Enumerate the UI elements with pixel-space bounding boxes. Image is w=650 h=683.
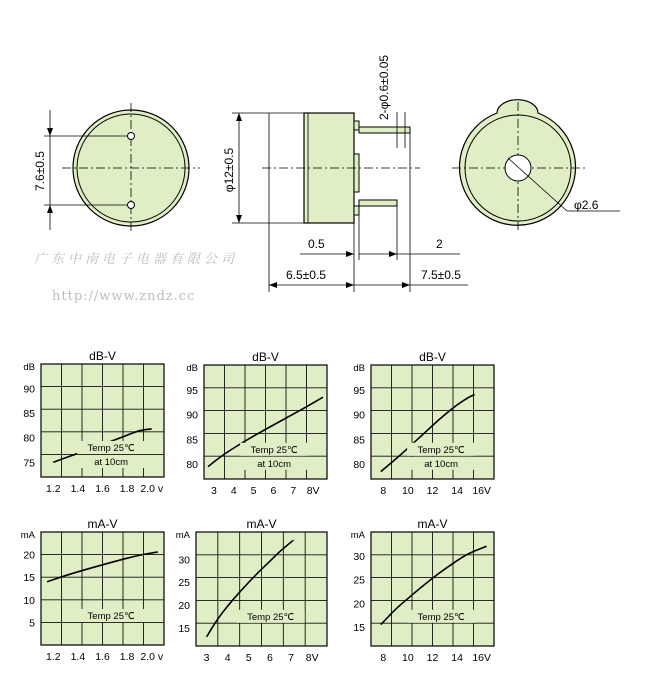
annotation-label: Temp 25℃ [247,611,295,623]
y-tick-label: 80 [23,432,35,445]
x-tick-label: 5 [245,652,252,664]
chart-title: dB-V [419,350,446,364]
x-tick-label: 12 [426,485,439,497]
x-tick-label: 1.2 [45,483,61,495]
x-tick-label: 1.8 [119,651,135,663]
dim-arrow-tab [389,251,397,257]
annotation-label: at 10cm [424,458,459,470]
side-window [354,154,359,192]
annotation-label: Temp 25℃ [250,444,298,456]
x-tick-label: 2.0 v [140,483,164,495]
y-tick-label: 25 [353,574,365,587]
x-tick-label: 14 [451,485,463,497]
dim-arrow-bottom [47,205,53,213]
annotation-label: Temp 25℃ [87,611,135,623]
x-tick-label: 6 [270,485,277,497]
y-tick-label: 80 [186,459,198,472]
dim-arrow-dbottom [236,215,242,223]
dim-pin-diameter: 2-φ0.6±0.05 [377,54,391,120]
y-unit-label: mA [350,530,365,541]
dim-arrow-bl2 [346,282,354,288]
x-tick-label: 8V [306,485,320,497]
chart-1 [23,349,164,495]
y-tick-label: 95 [186,384,198,397]
y-tick-label: 30 [178,554,190,567]
x-tick-label: 1.4 [70,483,86,495]
y-tick-label: 15 [23,572,35,585]
side-flange-bottom [354,206,359,215]
dim-hole-diameter: φ2.6 [574,198,599,212]
y-tick-label: 85 [353,434,365,447]
x-tick-label: 8 [380,652,387,664]
performance-charts [21,349,494,664]
dim-pin-tab: 2 [436,237,443,251]
y-tick-label: 75 [23,457,35,470]
y-tick-label: 20 [178,599,190,612]
x-tick-label: 1.6 [95,651,110,663]
x-tick-label: 8V [305,652,319,664]
side-pin-bottom [359,200,397,206]
front-pin-top [128,133,135,140]
chart-3 [353,350,494,497]
chart-5 [176,517,327,664]
x-tick-label: 1.8 [119,483,135,495]
y-tick-label: 15 [178,622,190,635]
y-tick-label: 90 [23,383,35,396]
y-unit-label: mA [20,530,35,541]
dim-arrow-offset [346,251,354,257]
x-tick-label: 10 [402,652,414,664]
y-tick-label: 90 [186,409,198,422]
chart-4 [21,517,164,663]
dim-pin-length: 7.5±0.5 [421,268,461,282]
y-unit-label: mA [175,530,190,541]
chart-title: dB-V [89,349,116,363]
chart-title: mA-V [417,517,448,531]
x-tick-label: 3 [203,652,210,664]
chart-6 [351,517,494,664]
back-view [452,100,620,232]
y-unit-label: dB [23,362,35,373]
x-tick-label: 16V [472,652,492,664]
y-tick-label: 30 [353,550,365,563]
front-view [33,103,200,232]
dim-body-diameter: φ12±0.5 [222,147,236,193]
chart-title: mA-V [87,517,118,531]
side-pin-top [359,127,410,133]
x-tick-label: 14 [451,652,463,664]
front-pin-bottom [128,202,135,209]
side-body [304,113,354,223]
y-tick-label: 25 [178,577,190,590]
x-tick-label: 4 [230,485,237,497]
x-tick-label: 1.4 [70,651,86,663]
dim-pin-spacing: 7.6±0.5 [33,151,47,191]
side-view [222,55,468,292]
chart-title: mA-V [246,517,277,531]
dim-arrow-top [47,128,53,136]
annotation-label: Temp 25℃ [417,444,465,456]
y-tick-label: 85 [186,434,198,447]
y-tick-label: 85 [23,408,35,421]
dim-arrow-bl1 [269,282,277,288]
x-tick-label: 2.0 v [140,651,164,663]
chart-title: dB-V [252,350,279,364]
chart-2 [186,350,327,497]
dim-body-length: 6.5±0.5 [286,268,326,282]
annotation-label: at 10cm [94,457,129,469]
watermark-url: http://www.zndz.cc [52,289,196,304]
y-unit-label: dB [186,363,198,374]
x-tick-label: 12 [426,652,439,664]
annotation-label: Temp 25℃ [417,611,465,623]
dim-arrow-dtop [236,113,242,121]
annotation-label: at 10cm [257,458,292,470]
y-tick-label: 20 [353,598,365,611]
y-tick-label: 15 [353,622,365,634]
watermark-company: 广东中南电子电器有限公司 [34,252,239,267]
y-tick-label: 10 [23,594,35,607]
x-tick-label: 7 [290,485,297,497]
y-tick-label: 90 [353,409,365,422]
y-tick-label: 95 [353,384,365,397]
y-tick-label: 80 [353,459,365,472]
dim-pin-offset: 0.5 [308,237,325,251]
y-unit-label: dB [353,363,365,374]
x-tick-label: 3 [210,485,217,497]
x-tick-label: 6 [267,652,273,664]
x-tick-label: 16V [472,485,492,497]
x-tick-label: 4 [224,652,231,664]
x-tick-label: 1.6 [95,483,110,495]
y-tick-label: 5 [29,617,35,630]
annotation-label: Temp 25℃ [87,443,135,455]
dim-arrow-pl [402,282,410,288]
x-tick-label: 7 [288,652,295,664]
x-tick-label: 10 [402,485,414,497]
side-flange-top [354,121,359,130]
x-tick-label: 1.2 [45,651,61,663]
x-tick-label: 8 [380,485,387,497]
x-tick-label: 5 [250,485,257,497]
y-tick-label: 20 [23,549,35,562]
